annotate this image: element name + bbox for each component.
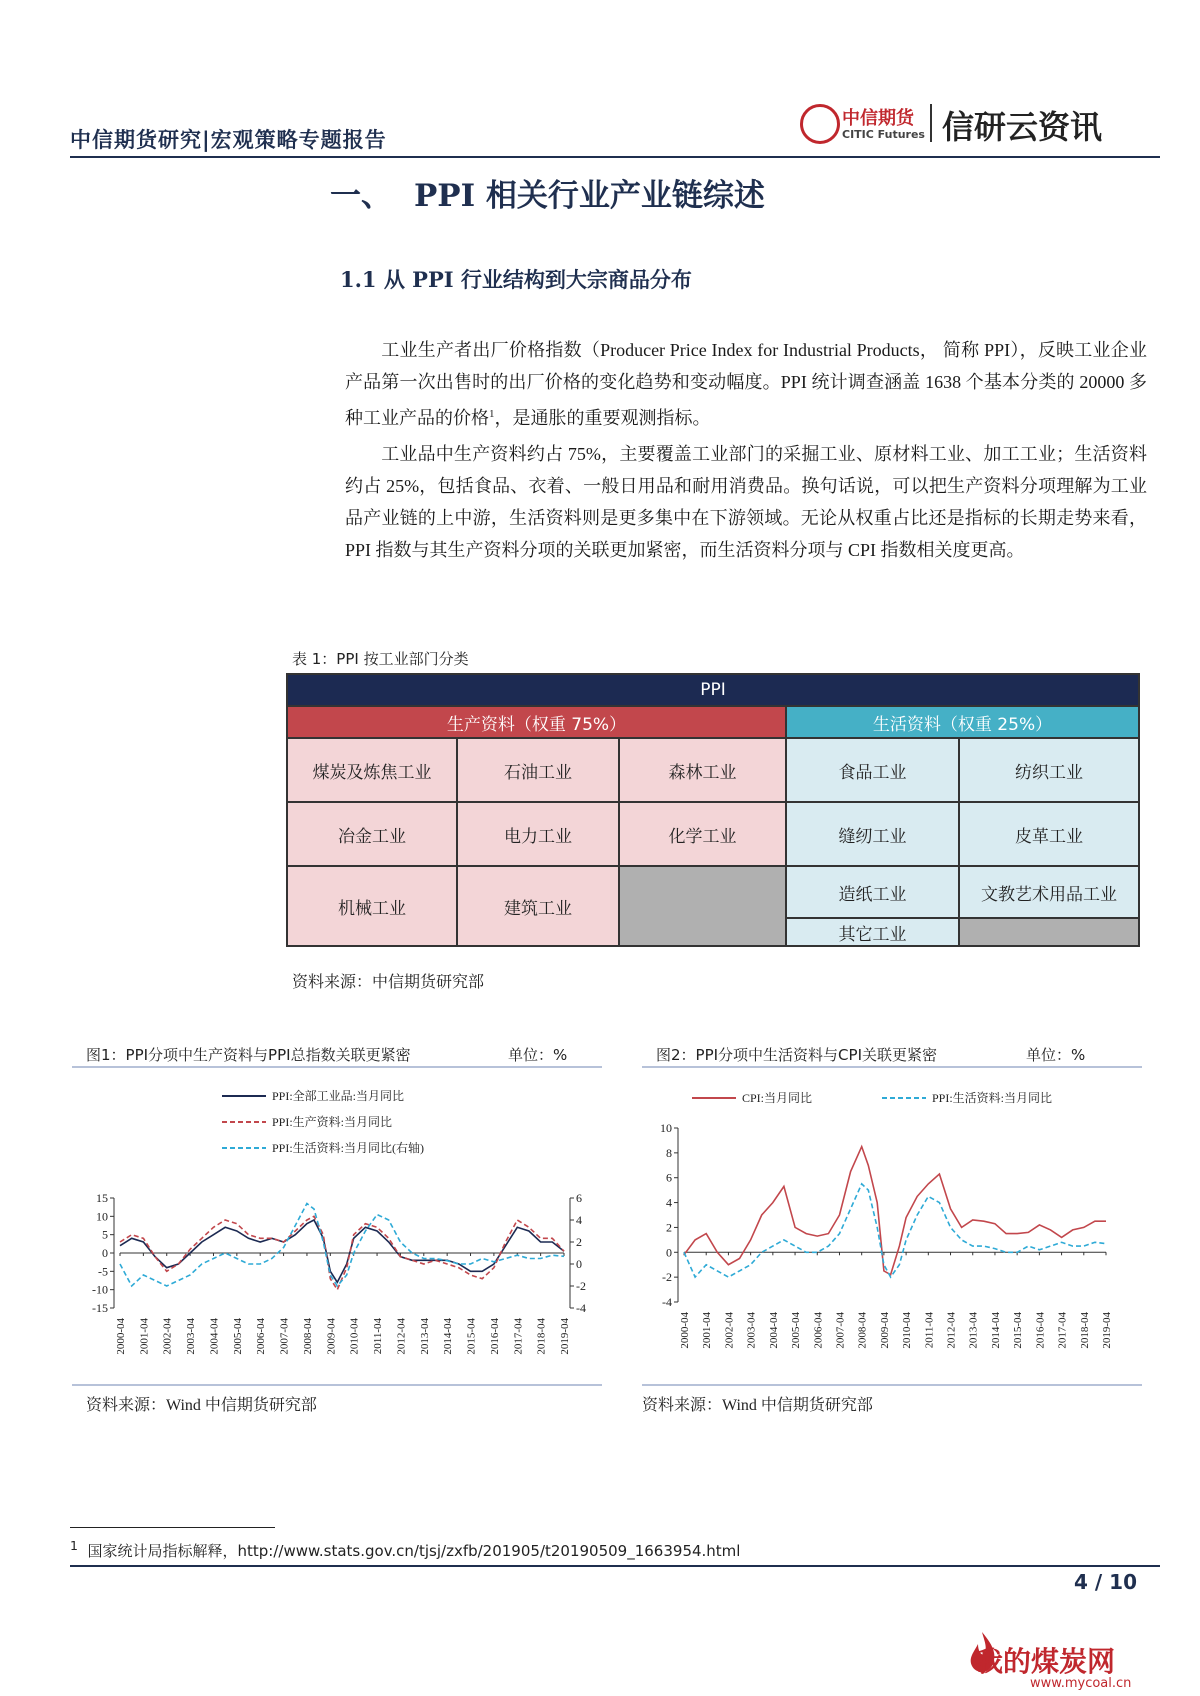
x-tick-label: 2012-04	[395, 1318, 408, 1355]
y2-tick-label: 6	[576, 1191, 582, 1205]
logo-separator	[930, 104, 932, 142]
page-number: 4 / 10	[1074, 1570, 1137, 1594]
x-tick-label: 2012-04	[945, 1312, 958, 1349]
table-cell: 其它工业	[786, 918, 959, 946]
watermark-text: 我的煤炭网	[975, 1645, 1116, 1678]
footer-rule	[70, 1565, 1160, 1567]
paragraph-1-text-b: ，是通胀的重要观测指标。	[494, 408, 711, 428]
x-tick-label: 2006-04	[812, 1312, 825, 1349]
x-tick-label: 2005-04	[231, 1318, 244, 1355]
x-tick-label: 2015-04	[1012, 1312, 1025, 1349]
x-tick-label: 2015-04	[465, 1318, 478, 1355]
ppi-classification-table	[286, 673, 1140, 947]
x-tick-label: 2013-04	[967, 1312, 980, 1349]
x-tick-label: 2010-04	[901, 1312, 914, 1349]
y-tick-label: -5	[98, 1264, 108, 1279]
chart2-title: 图2：PPI分项中生活资料与CPI关联更紧密	[656, 1046, 938, 1064]
table-cell: 食品工业	[786, 738, 959, 802]
x-tick-label: 2003-04	[185, 1318, 198, 1355]
x-tick-label: 2019-04	[559, 1318, 571, 1355]
y-tick-label: 0	[102, 1246, 108, 1260]
table-empty-cell	[959, 918, 1139, 946]
living-header: 生活资料（权重 25%）	[786, 706, 1139, 738]
section-heading	[330, 170, 765, 215]
footnote-mark: 1	[70, 1538, 78, 1553]
x-tick-label: 2009-04	[878, 1312, 891, 1349]
y-tick-label: 8	[666, 1145, 672, 1160]
table-cell: 电力工业	[457, 802, 619, 866]
x-tick-label: 2013-04	[418, 1318, 431, 1355]
paragraph-1-text-a: 工业生产者出厂价格指数（Producer Price Index for Industrial Products， 简称 PPI），反映工业企业产品第一次出售时的出厂价格的变化趋势和变动幅度。PPI 统计调查涵盖 1638 个基本分类的 20000 多种工业产品的价格	[345, 340, 1147, 428]
y-tick-label: 10	[660, 1121, 672, 1135]
table-cell: 纺织工业	[959, 738, 1139, 802]
footnote-rule	[70, 1527, 275, 1528]
x-tick-label: 2016-04	[1034, 1312, 1047, 1349]
table-cell: 冶金工业	[287, 802, 457, 866]
y2-tick-label: -2	[576, 1279, 586, 1293]
x-tick-label: 2011-04	[372, 1318, 385, 1355]
table-source: 资料来源：中信期货研究部	[292, 972, 485, 991]
legend-label: PPI:生产资料:当月同比	[272, 1115, 393, 1129]
x-tick-label: 2001-04	[701, 1312, 714, 1349]
y-tick-label: -15	[92, 1301, 108, 1315]
x-tick-label: 2000-04	[115, 1318, 127, 1355]
x-tick-label: 2008-04	[856, 1312, 869, 1349]
chart1-source: 资料来源：Wind 中信期货研究部	[86, 1397, 317, 1414]
y-tick-label: -10	[92, 1282, 108, 1297]
logo-en-text: CITIC Futures	[842, 128, 925, 141]
y-tick-label: 10	[96, 1209, 108, 1224]
table-empty-cell	[619, 866, 786, 946]
x-tick-label: 2002-04	[161, 1318, 174, 1355]
table-cell: 皮革工业	[959, 802, 1139, 866]
y2-tick-label: 4	[576, 1213, 582, 1227]
x-tick-label: 2018-04	[535, 1318, 548, 1355]
x-tick-label: 2017-04	[1056, 1312, 1069, 1349]
x-tick-label: 2002-04	[723, 1312, 736, 1349]
chart1-top-rule	[72, 1066, 602, 1068]
footnote	[70, 1538, 740, 1561]
table-cell: 造纸工业	[786, 866, 959, 918]
y-tick-label: 4	[666, 1195, 672, 1210]
y-tick-label: 0	[666, 1245, 672, 1260]
x-tick-label: 2004-04	[208, 1318, 221, 1355]
x-tick-label: 2016-04	[488, 1318, 501, 1355]
x-tick-label: 2009-04	[325, 1318, 338, 1355]
y-tick-label: -2	[662, 1270, 672, 1285]
footnote-text: 国家统计局指标解释，http://www.stats.gov.cn/tjsj/zxfb/201905/t20190509_1663954.html	[87, 1542, 741, 1560]
footnote-ref[interactable]: 1	[489, 408, 495, 420]
legend-label: PPI:生活资料:当月同比	[932, 1091, 1053, 1105]
x-tick-label: 2017-04	[512, 1318, 525, 1355]
x-tick-label: 2008-04	[301, 1318, 314, 1355]
paragraph-2-text: 工业品中生产资料约占 75%，主要覆盖工业部门的采掘工业、原材料工业、加工工业；生活资料约占 25%，包括食品、衣着、一般日用品和耐用消费品。换句话说，可以把生产资料分项理解为工业品产业链的上中游，生活资料则是更多集中在下游领域。无论从权重占比还是指标的长期走势来看，PPI 指数与其生产资料分项的关联更加紧密，而生活资料分项与 CPI 指数相关度更高。	[345, 444, 1147, 560]
table-cell: 森林工业	[619, 738, 786, 802]
x-tick-label: 2018-04	[1078, 1312, 1091, 1349]
table-cell: 煤炭及炼焦工业	[287, 738, 457, 802]
chart1-unit: 单位：%	[508, 1046, 568, 1064]
series-line	[120, 1220, 564, 1282]
x-tick-label: 2006-04	[255, 1318, 268, 1355]
series-line	[684, 1147, 1106, 1275]
y-tick-label: -4	[662, 1295, 672, 1309]
x-tick-label: 2010-04	[348, 1318, 361, 1355]
x-tick-label: 2019-04	[1101, 1312, 1113, 1349]
header-rule	[70, 156, 1160, 158]
y2-tick-label: 0	[576, 1257, 582, 1271]
paragraph-1	[345, 334, 1147, 434]
legend-label: PPI:生活资料:当月同比(右轴)	[272, 1141, 425, 1155]
x-tick-label: 2007-04	[278, 1318, 291, 1355]
x-tick-label: 2005-04	[790, 1312, 803, 1349]
citic-logo-icon	[800, 104, 840, 144]
section-title: PPI 相关行业产业链综述	[414, 178, 765, 214]
table-cell: 机械工业	[287, 866, 457, 946]
report-header-title: 中信期货研究|宏观策略专题报告	[70, 128, 387, 152]
y-tick-label: 2	[666, 1220, 672, 1235]
x-tick-label: 2004-04	[767, 1312, 780, 1349]
chart1-svg	[72, 1072, 602, 1382]
chart1-title: 图1：PPI分项中生产资料与PPI总指数关联更紧密	[86, 1046, 411, 1064]
chart2-source: 资料来源：Wind 中信期货研究部	[642, 1397, 873, 1414]
table-cell: 建筑工业	[457, 866, 619, 946]
watermark-url: www.mycoal.cn	[1030, 1676, 1132, 1691]
chart2-bottom-rule	[642, 1384, 1142, 1386]
chart1-bottom-rule	[72, 1384, 602, 1386]
x-tick-label: 2003-04	[745, 1312, 758, 1349]
table-cell: 文教艺术用品工业	[959, 866, 1139, 918]
y-tick-label: 6	[666, 1170, 672, 1185]
x-tick-label: 2014-04	[989, 1312, 1002, 1349]
y-tick-label: 5	[102, 1227, 108, 1242]
y-tick-label: 15	[96, 1191, 108, 1205]
x-tick-label: 2014-04	[442, 1318, 455, 1355]
subsection-heading: 1.1 从 PPI 行业结构到大宗商品分布	[340, 267, 692, 292]
table-cell: 缝纫工业	[786, 802, 959, 866]
x-tick-label: 2000-04	[679, 1312, 691, 1349]
x-tick-label: 2007-04	[834, 1312, 847, 1349]
table-top-header: PPI	[287, 674, 1139, 706]
chart2-unit: 单位：%	[1026, 1046, 1086, 1064]
chart2-top-rule	[642, 1066, 1142, 1068]
table-caption: 表 1：PPI 按工业部门分类	[292, 650, 469, 668]
x-tick-label: 2001-04	[138, 1318, 151, 1355]
legend-label: CPI:当月同比	[742, 1091, 813, 1105]
brand-name: 信研云资讯	[942, 108, 1103, 146]
x-tick-label: 2011-04	[923, 1312, 936, 1349]
y2-tick-label: -4	[576, 1301, 586, 1315]
legend-label: PPI:全部工业品:当月同比	[272, 1089, 405, 1103]
table-cell: 化学工业	[619, 802, 786, 866]
logo-cn-text: 中信期货	[842, 108, 914, 129]
production-header: 生产资料（权重 75%）	[287, 706, 786, 738]
y2-tick-label: 2	[576, 1235, 582, 1249]
chart2-svg	[642, 1072, 1142, 1382]
paragraph-2	[345, 438, 1147, 566]
section-number: 一、	[330, 178, 392, 214]
table-cell: 石油工业	[457, 738, 619, 802]
